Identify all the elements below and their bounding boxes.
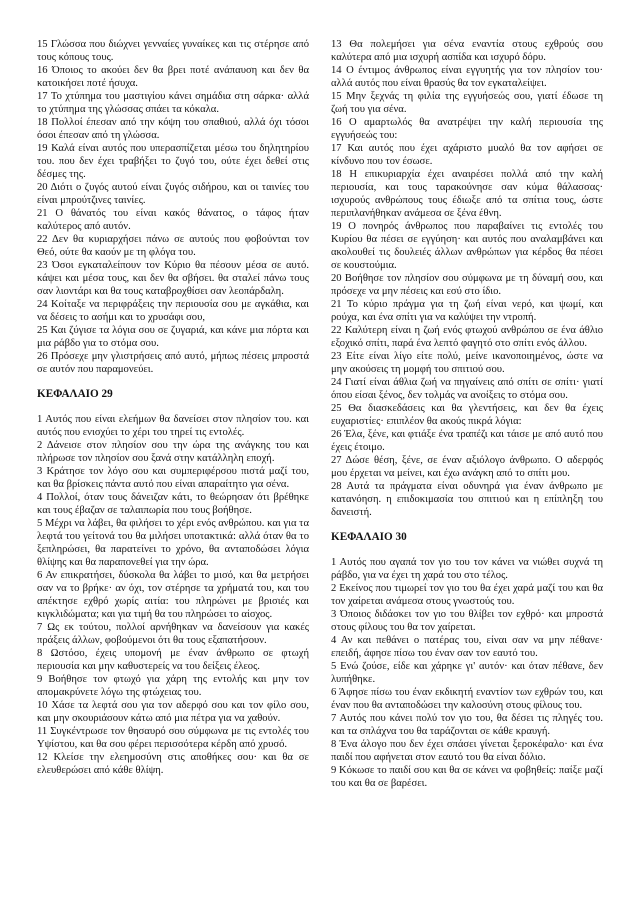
verse: 19 Καλά είναι αυτός που υπερασπίζεται μέσω του δηλητηρίου του. που δεν έχει τραβήξει το ζυγό του, ούτε έχει δεθεί στις δέσμες της. <box>37 143 309 180</box>
verse: 19 Ο πονηρός άνθρωπος που παραβαίνει τις εντολές του Κυρίου θα πέσει σε εγγύηση· και αυτός που αναλαμβάνει και ακολουθεί τις δουλειές άλλων ανθρώπων για κέρδος θα πέσει σε κουστούμια. <box>331 221 603 271</box>
verse: 7 Ως εκ τούτου, πολλοί αρνήθηκαν να δανείσουν για κακές πράξεις άλλων, φοβούμενοι ότι θα τους εξαπατήσουν. <box>37 622 309 646</box>
verse: 4 Αν και πεθάνει ο πατέρας του, είναι σαν να μην πέθανε· επειδή, άφησε πίσω του έναν σαν τον εαυτό του. <box>331 635 603 659</box>
verse: 17 Το χτύπημα του μαστιγίου κάνει σημάδια στη σάρκα· αλλά το χτύπημα της γλώσσας σπάει τα κόκαλα. <box>37 91 309 115</box>
verse: 23 Είτε είναι λίγο είτε πολύ, μείνε ικανοποιημένος, ώστε να μην ακούσεις τη μομφή του σπιτιού σου. <box>331 351 603 375</box>
verse: 10 Χάσε τα λεφτά σου για τον αδερφό σου και τον φίλο σου, και μην σκουριάσουν κάτω από μια πέτρα για να χαθούν. <box>37 700 309 724</box>
chapter-heading: ΚΕΦΑΛΑΙΟ 30 <box>331 531 407 543</box>
verse: 6 Άφησε πίσω του έναν εκδικητή εναντίον των εχθρών του, και έναν που θα ανταποδώσει την καλοσύνη στους φίλους του. <box>331 687 603 711</box>
verse: 23 Όσοι εγκαταλείπουν τον Κύριο θα πέσουν μέσα σε αυτό. κάψει και μέσα τους, και δεν θα σβήσει. θα σταλεί πάνω τους σαν λιοντάρι και θα τους καταβροχθίσει σαν λεοπάρδαλη. <box>37 260 309 297</box>
verse: 25 Και ζύγισε τα λόγια σου σε ζυγαριά, και κάνε μια πόρτα και μια ράβδο για το στόμα σου. <box>37 325 309 349</box>
verse: 15 Μην ξεχνάς τη φιλία της εγγυήσεώς σου, γιατί έδωσε τη ζωή του για σένα. <box>331 91 603 115</box>
verse: 8 Ένα άλογο που δεν έχει σπάσει γίνεται ξεροκέφαλο· και ένα παιδί που αφήνεται στον εαυτό του θα είναι δόλιο. <box>331 739 603 763</box>
verse: 11 Συγκέντρωσε τον θησαυρό σου σύμφωνα με τις εντολές του Υψίστου, και θα σου φέρει περισσότερα κέρδη από χρυσό. <box>37 726 309 750</box>
verse: 5 Ενώ ζούσε, είδε και χάρηκε γι' αυτόν· και όταν πέθανε, δεν λυπήθηκε. <box>331 661 603 685</box>
verse: 7 Αυτός που κάνει πολύ τον γιο του, θα δέσει τις πληγές του. και τα σπλάχνα του θα ταράζονται σε κάθε κραυγή. <box>331 713 603 737</box>
verse: 3 Όποιος διδάσκει τον γιο του θλίβει τον εχθρό· και μπροστά στους φίλους του θα τον χαίρεται. <box>331 609 603 633</box>
verse: 21 Το κύριο πράγμα για τη ζωή είναι νερό, και ψωμί, και ρούχα, και ένα σπίτι για να καλύψει την ντροπή. <box>331 299 603 323</box>
verse: 2 Εκείνος που τιμωρεί τον γιο του θα έχει χαρά μαζί του και θα τον χαίρεται ανάμεσα στους γνωστούς του. <box>331 583 603 607</box>
verse: 24 Γιατί είναι άθλια ζωή να πηγαίνεις από σπίτι σε σπίτι· γιατί όπου είσαι ξένος, δεν τολμάς να ανοίξεις το στόμα σου. <box>331 377 603 401</box>
verse: 21 Ο θάνατός του είναι κακός θάνατος, ο τάφος ήταν καλύτερος από αυτόν. <box>37 208 309 232</box>
left-column <box>37 38 309 777</box>
verse: 22 Δεν θα κυριαρχήσει πάνω σε αυτούς που φοβούνται τον Θεό, ούτε θα καούν με τη φλόγα του. <box>37 234 309 258</box>
verse: 13 Θα πολεμήσει για σένα εναντία στους εχθρούς σου καλύτερα από μια ισχυρή ασπίδα και ισχυρό δόρυ. <box>331 39 603 63</box>
verse: 22 Καλύτερη είναι η ζωή ενός φτωχού ανθρώπου σε ένα άθλιο εξοχικό σπίτι, παρά ένα λεπτό φαγητό στο σπίτι ενός άλλου. <box>331 325 603 349</box>
verse: 9 Βοήθησε τον φτωχό για χάρη της εντολής και μην τον απομακρύνετε λόγω της φτώχειας του. <box>37 674 309 698</box>
verse: 26 Πρόσεχε μην γλιστρήσεις από αυτό, μήπως πέσεις μπροστά σε αυτόν που παραμονεύει. <box>37 351 309 375</box>
verse: 2 Δάνεισε στον πλησίον σου την ώρα της ανάγκης του και πλήρωσε τον πλησίον σου ξανά στην κατάλληλη εποχή. <box>37 440 309 464</box>
verse: 27 Δώσε θέση, ξένε, σε έναν αξιόλογο άνθρωπο. Ο αδερφός μου έρχεται να μείνει, και έχω ανάγκη από το σπίτι μου. <box>331 455 603 479</box>
chapter-heading: ΚΕΦΑΛΑΙΟ 29 <box>37 388 113 400</box>
verse: 3 Κράτησε τον λόγο σου και συμπεριφέρσου πιστά μαζί του, και θα βρίσκεις πάντα αυτό που είναι απαραίτητο για σένα. <box>37 466 309 490</box>
verse: 6 Αν επικρατήσει, δύσκολα θα λάβει το μισό, και θα μετρήσει σαν να το βρήκε· αν όχι, τον στέρησε τα χρήματά του, και του απέκτησε εχθρό χωρίς αιτία: του πληρώνει με βρισιές και κιγκλιδώματα; και για τιμή θα του πληρώσει το αίσχος. <box>37 570 309 620</box>
verse: 24 Κοίταξε να περιφράξεις την περιουσία σου με αγκάθια, και να δέσεις το ασήμι και το χρυσάφι σου, <box>37 299 309 323</box>
verse: 15 Γλώσσα που διώχνει γενναίες γυναίκες και τις στέρησε από τους κόπους τους. <box>37 39 309 63</box>
verse: 16 Ο αμαρτωλός θα ανατρέψει την καλή περιουσία της εγγυήσεώς του: <box>331 117 603 141</box>
verse: 9 Κόκωσε το παιδί σου και θα σε κάνει να φοβηθείς: παίξε μαζί του και θα σε βαρέσει. <box>331 765 603 789</box>
verse: 20 Βοήθησε τον πλησίον σου σύμφωνα με τη δύναμή σου, και πρόσεχε να μην πέσεις και εσύ στο ίδιο. <box>331 273 603 297</box>
verse: 18 Η επικυριαρχία έχει αναιρέσει πολλά από την καλή περιουσία, και τους ταρακούνησε σαν κύμα θάλασσας· ισχυρούς ανθρώπους τους έδιωξε από τα σπίτια τους, ώστε περιπλανήθηκαν ανάμεσα σε ξένα έθνη. <box>331 169 603 219</box>
verse: 1 Αυτός που είναι ελεήμων θα δανείσει στον πλησίον του. και αυτός που ενισχύει το χέρι του τηρεί τις εντολές. <box>37 414 309 438</box>
verse: 1 Αυτός που αγαπά τον γιο του τον κάνει να νιώθει συχνά τη ράβδο, για να έχει τη χαρά του στο τέλος. <box>331 557 603 581</box>
verse: 16 Όποιος το ακούει δεν θα βρει ποτέ ανάπαυση και δεν θα κατοικήσει ποτέ ήσυχα. <box>37 65 309 89</box>
verse: 18 Πολλοί έπεσαν από την κόψη του σπαθιού, αλλά όχι τόσοι όσοι έπεσαν από τη γλώσσα. <box>37 117 309 141</box>
right-column <box>331 38 603 790</box>
verse: 28 Αυτά τα πράγματα είναι οδυνηρά για έναν άνθρωπο με κατανόηση. η επιδοκιμασία του σπιτιού και η επίπληξη του δανειστή. <box>331 481 603 518</box>
verse: 26 Έλα, ξένε, και φτιάξε ένα τραπέζι και τάισε με από αυτό που έχεις έτοιμο. <box>331 429 603 453</box>
verse: 25 Θα διασκεδάσεις και θα γλεντήσεις, και δεν θα έχεις ευχαριστίες· επιπλέον θα ακούς πικρά λόγια: <box>331 403 603 427</box>
verse: 17 Και αυτός που έχει αχάριστο μυαλό θα τον αφήσει σε κίνδυνο που τον έσωσε. <box>331 143 603 167</box>
verse: 5 Μέχρι να λάβει, θα φιλήσει το χέρι ενός ανθρώπου. και για τα λεφτά του γείτονά του θα μιλήσει υποτακτικά: αλλά όταν θα το ξεπληρώσει, θα παρατείνει το χρόνο, θα ανταποδώσει λόγια θλίψης και θα παραπονεθεί για την ώρα. <box>37 518 309 568</box>
verse: 4 Πολλοί, όταν τους δάνειζαν κάτι, το θεώρησαν ότι βρέθηκε και τους έβαζαν σε ταλαιπωρία που τους βοήθησε. <box>37 492 309 516</box>
verse: 14 Ο έντιμος άνθρωπος είναι εγγυητής για τον πλησίον του· αλλά αυτός που είναι θρασύς θα τον εγκαταλείψει. <box>331 65 603 89</box>
verse: 20 Διότι ο ζυγός αυτού είναι ζυγός σιδήρου, και οι ταινίες του είναι μπρούτζινες ταινίες. <box>37 182 309 206</box>
verse: 12 Κλείσε την ελεημοσύνη στις αποθήκες σου· και θα σε ελευθερώσει από κάθε θλίψη. <box>37 752 309 776</box>
verse: 8 Ωστόσο, έχεις υπομονή με έναν άνθρωπο σε φτωχή περιουσία και μην καθυστερείς να του δείξεις έλεος. <box>37 648 309 672</box>
